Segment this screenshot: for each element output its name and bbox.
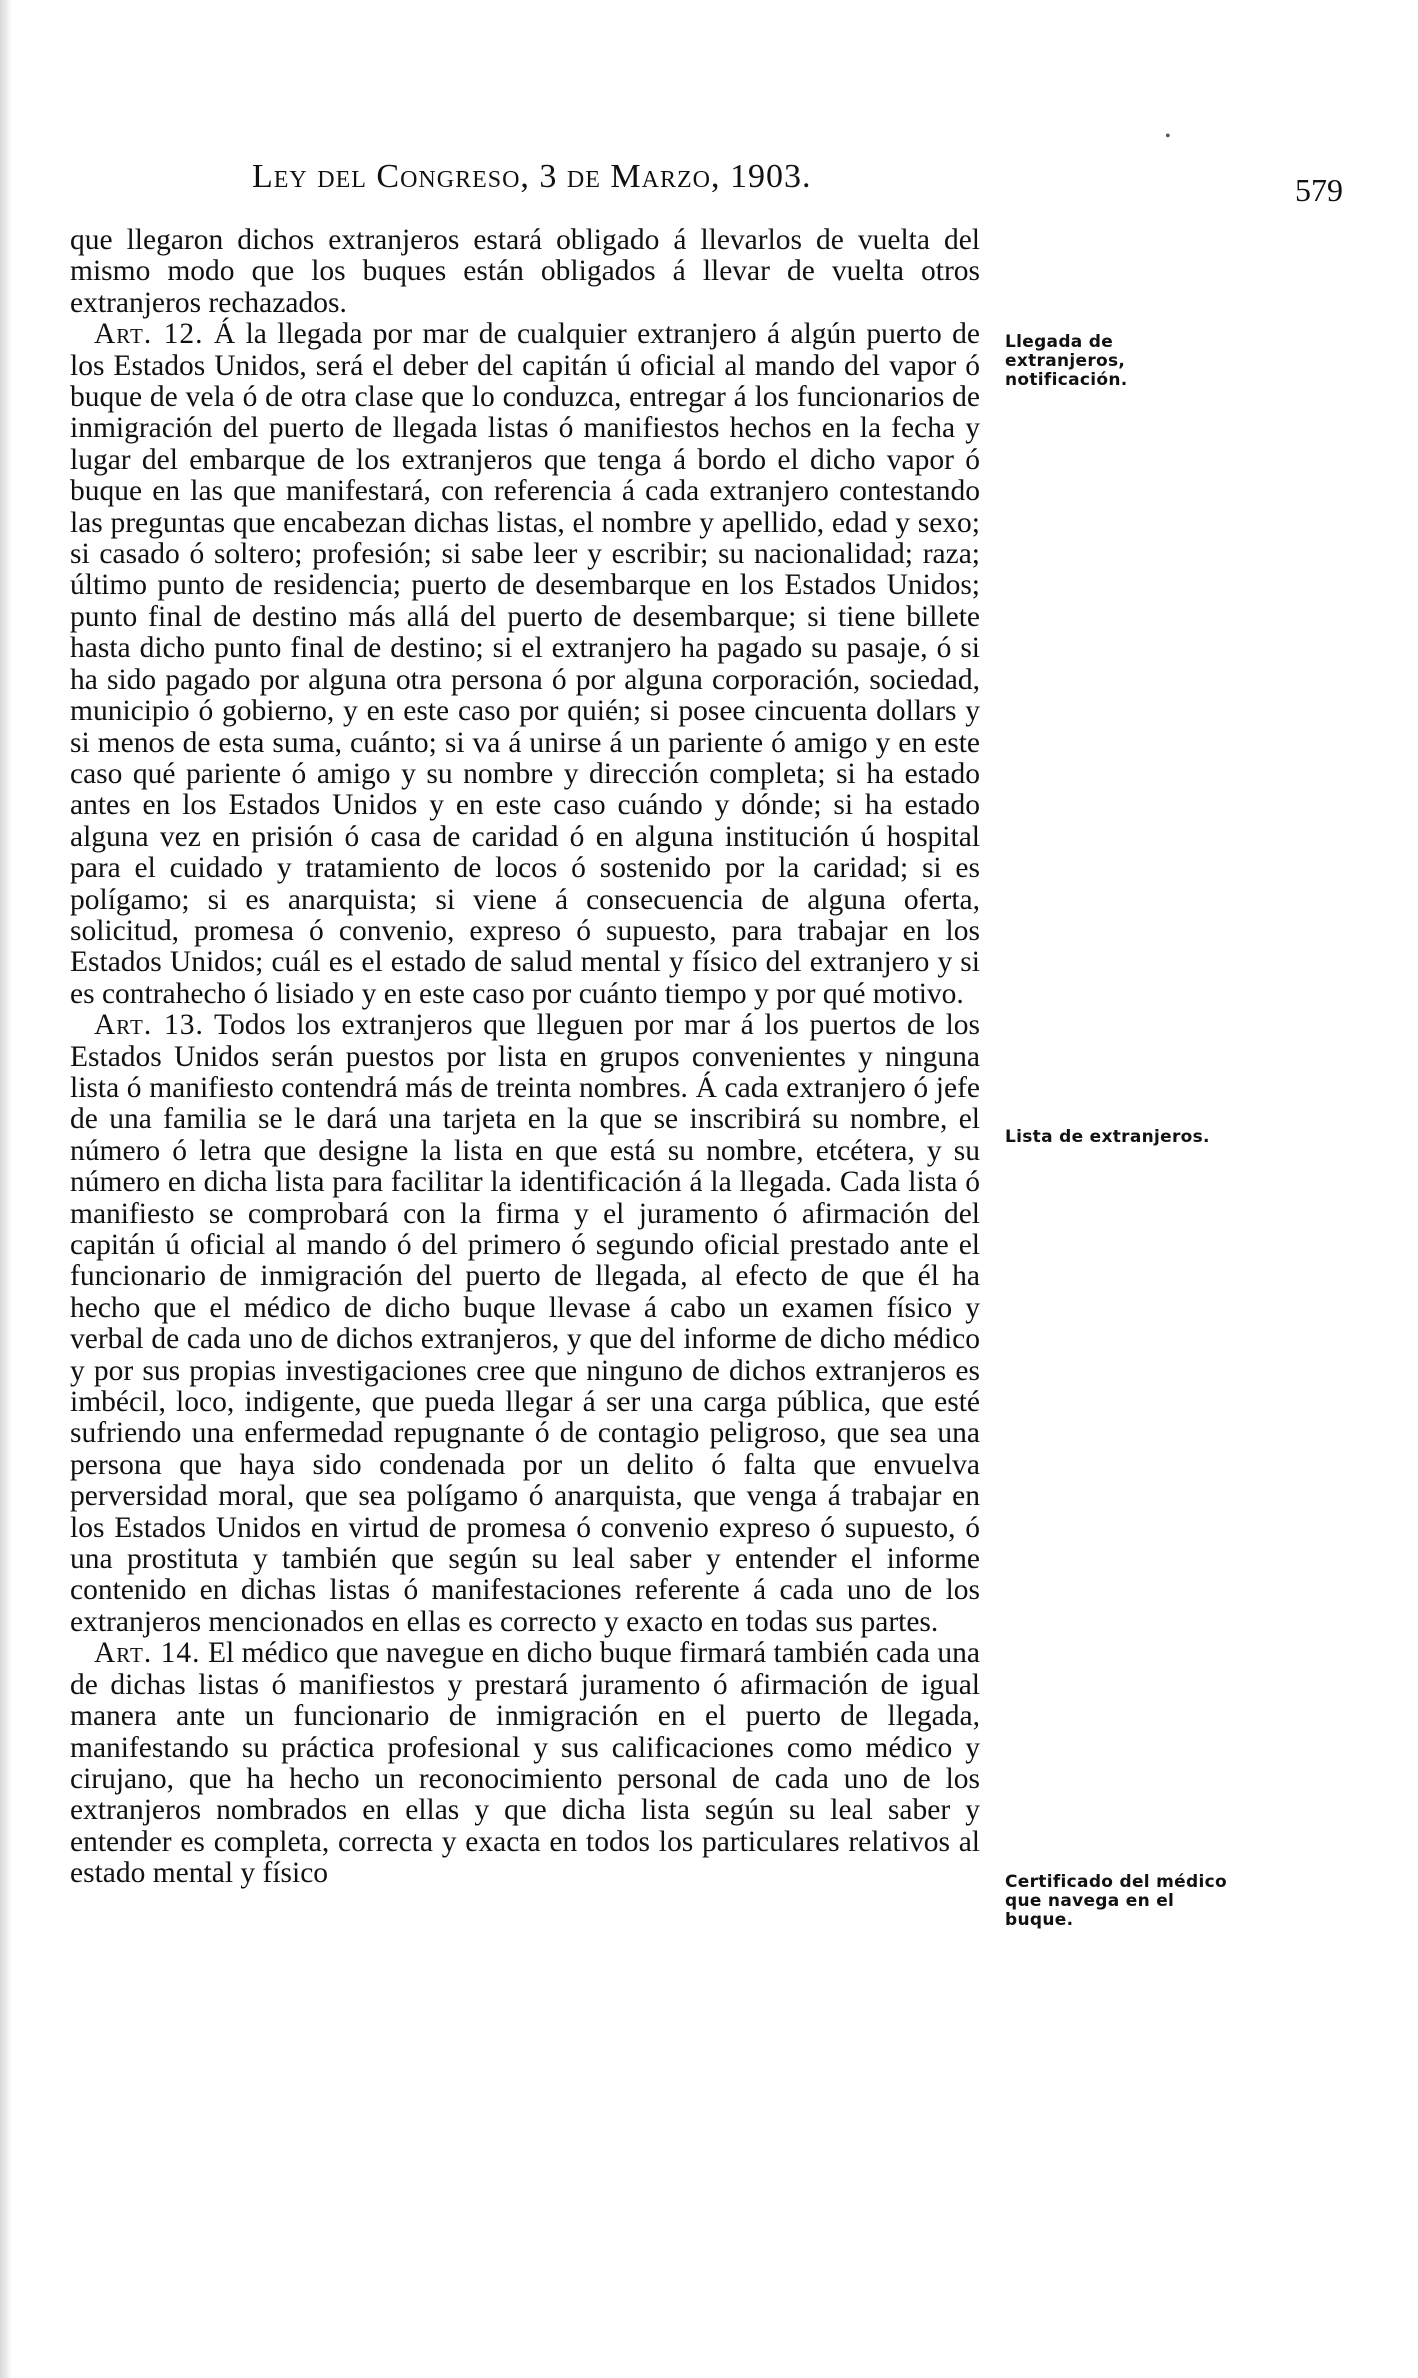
article-13-body: Todos los extranjeros que lleguen por mar á los puertos de los Estados Unidos serán puestos por lista en grupos convenientes y ninguna lista ó manifiesto contendrá más de treinta nombres. Á cada extranjero ó jefe de una familia se le dará una tarjeta en la que se inscribirá su nombre, el número ó letra que designe la lista en que está su nombre, etcétera, y su número en dicha lista para facilitar la identificación á la llegada. Cada lista ó manifiesto se comprobará con la firma y el juramento ó afirmación del capitán ú oficial al mando ó del primero ó segundo oficial prestado ante el funcionario de inmigración del puerto de llegada, al efecto de que él ha hecho que el médico de dicho buque llevase á cabo un examen físico y verbal de cada uno de dichos extranjeros, y que del informe de dicho médico y por sus propias investigaciones cree que ninguno de dichos extranjeros es imbécil, loco, indigente, que pueda llegar á ser una carga pública, que esté sufriendo una enfermedad repugnante ó de contagio peligroso, que sea una persona que haya sido condenada por un delito ó falta que envuelva perversidad moral, que sea polígamo ó anarquista, que venga á trabajar en los Estados Unidos en virtud de promesa ó convenio expreso ó supuesto, ó una prostituta y también que según su leal saber y entender el informe contenido en dichas listas ó manifestaciones referente á cada uno de los extranjeros mencionados en ellas es correcto y exacto en todas sus partes. (70, 1009, 980, 1638)
article-14-body: El médico que navegue en dicho buque firmará también cada una de dichas listas ó manifiestos y prestará juramento ó afirmación de igual manera ante un funcionario de inmigración en el puerto de llegada, manifestando su práctica profesional y sus calificaciones como médico y cirujano, que ha hecho un reconocimiento personal de cada uno de los extranjeros nombrados en ellas y que dicha lista según su leal saber y entender es completa, correcta y exacta en todos los particulares relativos al estado mental y físico (70, 1637, 980, 1890)
running-header-title: Ley del Congreso, 3 de Marzo, 1903. (252, 158, 812, 195)
body-text (70, 225, 980, 1890)
article-14-label: Art. 14. (94, 1637, 201, 1670)
article-13 (70, 1010, 980, 1638)
margin-note-certificado: Certificado del médico que navega en el buque. (1005, 1872, 1227, 1930)
article-14 (70, 1638, 980, 1889)
article-12-label: Art. 12. (94, 318, 204, 351)
article-12-body: Á la llegada por mar de cualquier extranjero á algún puerto de los Estados Unidos, será el deber del capitán ú oficial al mando del vapor ó buque de vela ó de otra clase que lo conduzca, entregar á los funcionarios de inmigración del puerto de llegada listas ó manifiestos hechos en la fecha y lugar del embarque de los extranjeros que tenga á bordo el dicho vapor ó buque en las que manifestará, con referencia á cada extranjero contestando las preguntas que encabezan dichas listas, el nombre y apellido, edad y sexo; si casado ó soltero; profesión; si sabe leer y escribir; su nacionalidad; raza; último punto de residencia; puerto de desembarque en los Estados Unidos; punto final de destino más allá del puerto de desembarque; si tiene billete hasta dicho punto final de destino; si el extranjero ha pagado su pasaje, ó si ha sido pagado por alguna otra persona ó por alguna corporación, sociedad, municipio ó gobierno, y en este caso por quién; si posee cincuenta dollars y si menos de esta suma, cuánto; si va á unirse á un pariente ó amigo y en este caso qué pariente ó amigo y su nombre y dirección completa; si ha estado antes en los Estados Unidos y en este caso cuándo y dónde; si ha estado alguna vez en prisión ó casa de caridad ó en alguna institución ú hospital para el cuidado y tratamiento de locos ó sostenido por la caridad; si es polígamo; si es anarquista; si viene á consecuencia de alguna oferta, solicitud, promesa ó convenio, expreso ó supuesto, para trabajar en los Estados Unidos; cuál es el estado de salud mental y físico del extranjero y si es contrahecho ó lisiado y en este caso por cuánto tiempo y por qué motivo. (70, 318, 981, 1010)
margin-note-lista: Lista de extranjeros. (1005, 1127, 1210, 1147)
paragraph-continuation: que llegaron dichos extranjeros estará obligado á llevarlos de vuelta del mismo modo que los buques están obligados á llevar de vuelta otros extranjeros rechazados. (70, 224, 980, 319)
page-mark: • (1165, 128, 1171, 145)
page-edge-shadow (0, 0, 12, 2378)
article-12 (70, 319, 980, 1010)
page-number: 579 (1295, 172, 1343, 208)
article-13-label: Art. 13. (94, 1009, 204, 1042)
margin-note-llegada: Llegada de extranjeros, notificación. (1005, 332, 1128, 390)
